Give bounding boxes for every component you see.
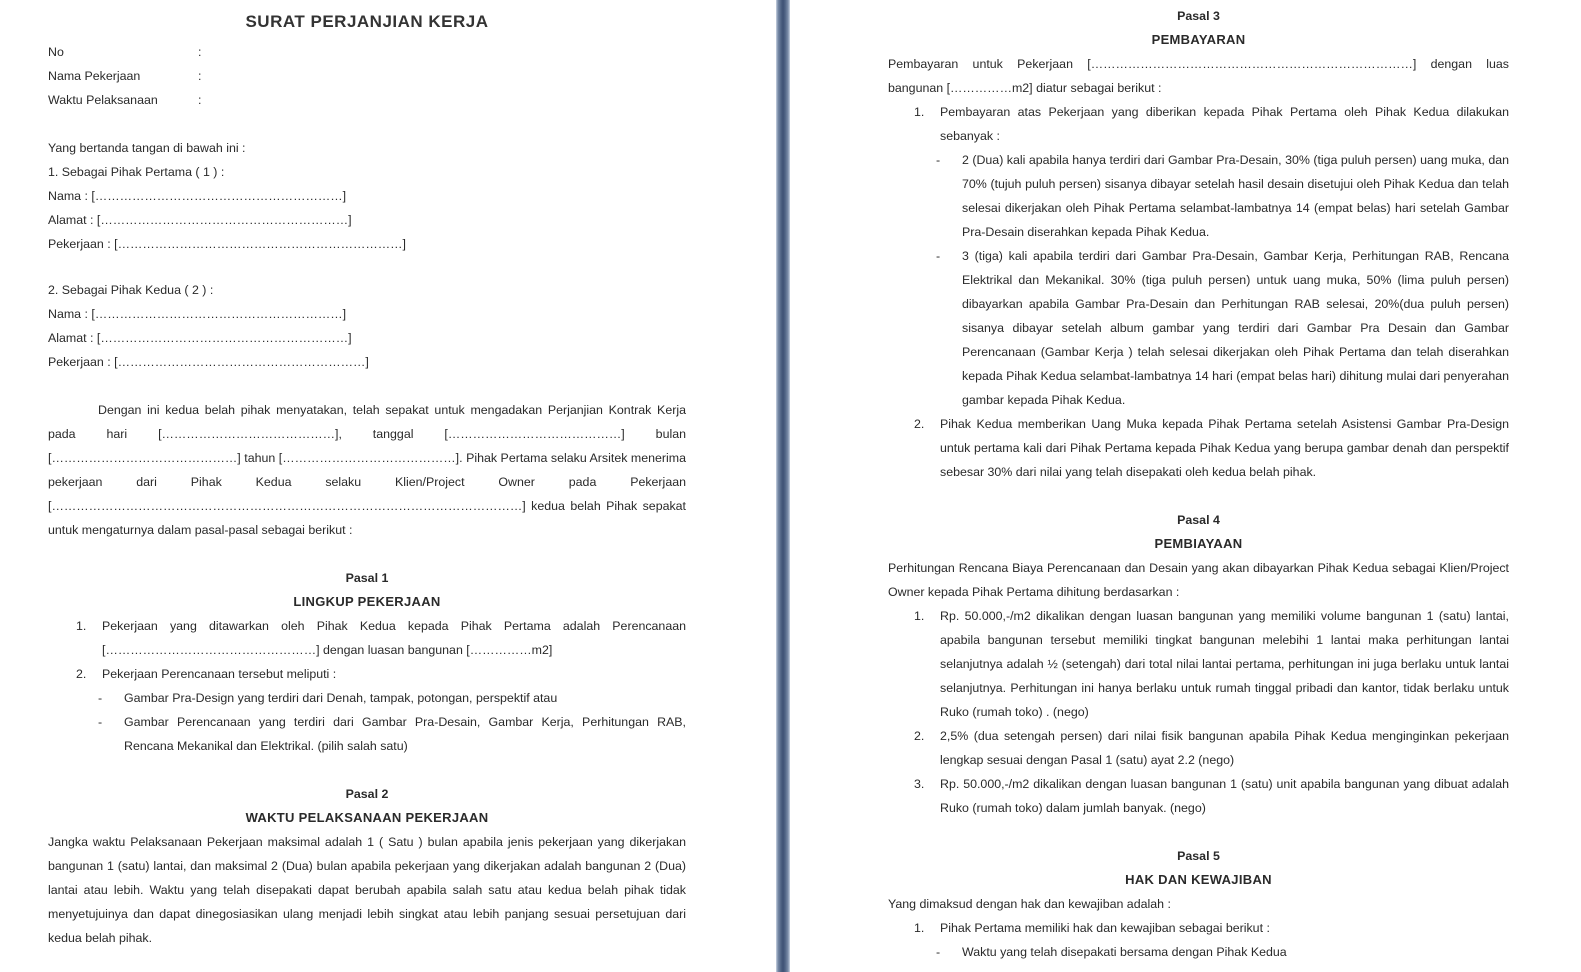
pasal5-number: Pasal 5 bbox=[1177, 849, 1220, 863]
list-number: 2. bbox=[76, 667, 87, 681]
list-text: 2,5% (dua setengah persen) dari nilai fisik bangunan apabila Pihak Kedua menginginkan pekerjaan lengkap sesuai dengan Pasal 1 (satu) ayat 2.2 (nego) bbox=[940, 729, 1509, 767]
list-item bbox=[48, 614, 686, 662]
party1-job-field: Pekerjaan : [……………………………………………………………] bbox=[48, 237, 406, 251]
pasal1-number: Pasal 1 bbox=[345, 571, 389, 585]
info-colon: : bbox=[198, 93, 202, 107]
sub-list-item bbox=[48, 686, 686, 710]
list-text: Rp. 50.000,-/m2 dikalikan dengan luasan bangunan 1 (satu) unit apabila bangunan yang dibuat adalah Ruko (rumah toko) dalam jumlah banyak. (nego) bbox=[940, 777, 1509, 815]
list-item bbox=[888, 412, 1509, 484]
list-text: 3 (tiga) kali apabila terdiri dari Gambar Pra-Desain, Gambar Kerja, Perhitungan RAB, Rencana Elektrikal dan Mekanikal. 30% (tiga puluh persen) untuk uang muka, 50% (lima puluh persen) dibayarkan apabila Gambar Pra-Desain dan Perhitungan RAB selesai, 20%(dua puluh persen) sisanya dibayar setelah album gambar yang terdiri dari Gambar Pra Desain dan Gambar Perencanaan (Gambar Kerja ) telah selesai dikerjakan oleh Pihak Pertama dan telah diserahkan kepada Pihak Kedua selambat-lambatnya 14 hari (empat belas hari) dihitung mulai dari penyerahan gambar kepada Pihak Kedua. bbox=[962, 249, 1509, 407]
party1-address-field: Alamat : [……………………………………………………] bbox=[48, 213, 352, 227]
pasal4-intro: Perhitungan Rencana Biaya Perencanaan dan Desain yang akan dibayarkan Pihak Kedua sebagai Klien/Project Owner kepada Pihak Pertama dihitung berdasarkan : bbox=[888, 561, 1509, 599]
document-page-left bbox=[0, 0, 776, 972]
list-item bbox=[888, 916, 1509, 940]
party2-heading: 2. Sebagai Pihak Kedua ( 2 ) : bbox=[48, 283, 214, 297]
list-dash: - bbox=[936, 945, 941, 959]
sub-list-item bbox=[48, 710, 686, 758]
pasal5-title: HAK DAN KEWAJIBAN bbox=[1125, 872, 1272, 887]
list-text: Gambar Pra-Design yang terdiri dari Denah, tampak, potongan, perspektif atau bbox=[124, 691, 558, 705]
list-text: Gambar Perencanaan yang terdiri dari Gambar Pra-Desain, Gambar Kerja, Perhitungan RAB, Rencana Mekanikal dan Elektrikal. (pilih salah satu) bbox=[124, 715, 686, 753]
info-row-no bbox=[48, 40, 686, 64]
agreement-paragraph: Dengan ini kedua belah pihak menyatakan, telah sepakat untuk mengadakan Perjanjian Kontrak Kerja pada hari [……………………………………], tanggal [……………………………………] bulan [………………………………………] tahun [……………………………………]. Pihak Pertama selaku Arsitek menerima pekerjaan dari Pihak Kedua selaku Klien/Project Owner pada Pekerjaan [……………………………………………………………………………………………………] kedua belah Pihak sepakat untuk mengaturnya dalam pasal-pasal sebagai berikut : bbox=[48, 403, 686, 537]
page-divider bbox=[776, 0, 790, 972]
list-number: 1. bbox=[914, 609, 925, 623]
list-text: Waktu yang telah disepakati bersama dengan Pihak Kedua bbox=[962, 945, 1287, 959]
list-number: 1. bbox=[76, 619, 87, 633]
list-item bbox=[888, 100, 1509, 148]
pasal2-paragraph: Jangka waktu Pelaksanaan Pekerjaan maksimal adalah 1 ( Satu ) bulan apabila jenis pekerjaan yang dikerjakan bangunan 1 (satu) lantai, dan maksimal 2 (Dua) bulan apabila pekerjaan yang dikerjakan adalah bangunan 2 (Dua) lantai atau lebih. Waktu yang telah disepakati dapat berubah apabila salah satu atau kedua belah pihak tidak menyetujuinya dan dapat dinegosiasikan ulang menjadi lebih singkat atau lebih panjang sesuai persetujuan dari kedua belah pihak. bbox=[48, 835, 686, 945]
document-page-right bbox=[790, 0, 1581, 972]
party2-job-field: Pekerjaan : [……………………………………………………] bbox=[48, 355, 369, 369]
list-item bbox=[888, 604, 1509, 724]
sub-list-item bbox=[888, 244, 1509, 412]
document-title: SURAT PERJANJIAN KERJA bbox=[245, 12, 489, 31]
list-text: Rp. 50.000,-/m2 dikalikan dengan luasan bangunan yang memiliki volume bangunan 1 (satu) lantai, apabila bangunan tersebut memiliki tingkat bangunan melebihi 1 lantai maka perhitungan lantai selanjutnya adalah ½ (setengah) dari total nilai lantai pertama, perhitungan ini juga berlaku untuk lantai selanjutnya. Perhitungan ini hanya berlaku untuk rumah tinggal pribadi dan kantor, tidak berlaku untuk Ruko (rumah toko) . (nego) bbox=[940, 609, 1509, 719]
list-dash: - bbox=[98, 715, 103, 729]
list-text: Pihak Kedua memberikan Uang Muka kepada Pihak Pertama setelah Asistensi Gambar Pra-Design untuk pertama kali dari Pihak Pertama kepada Pihak Kedua yang berupa gambar denah dan perspektif sebesar 30% dari nilai yang telah disepakati oleh kedua belah pihak. bbox=[940, 417, 1509, 479]
info-label: Waktu Pelaksanaan bbox=[48, 93, 158, 107]
list-text: Pekerjaan Perencanaan tersebut meliputi : bbox=[102, 667, 337, 681]
list-item bbox=[888, 772, 1509, 820]
list-text: 2 (Dua) kali apabila hanya terdiri dari Gambar Pra-Desain, 30% (tiga puluh persen) uang muka, dan 70% (tujuh puluh persen) sisanya dibayar setelah hasil desain disetujui oleh Pihak Kedua dan telah selesai dikerjakan oleh Pihak Pertama selambat-lambatnya 14 (empat belas) hari setelah Gambar Pra-Desain diserahkan kepada Pihak Kedua. bbox=[962, 153, 1509, 239]
party1-heading: 1. Sebagai Pihak Pertama ( 1 ) : bbox=[48, 165, 225, 179]
pasal3-number: Pasal 3 bbox=[1177, 9, 1220, 23]
list-number: 2. bbox=[914, 417, 925, 431]
pasal2-title: WAKTU PELAKSANAAN PEKERJAAN bbox=[245, 810, 489, 825]
info-label: No bbox=[48, 45, 64, 59]
list-number: 3. bbox=[914, 777, 925, 791]
info-row-nama-pekerjaan bbox=[48, 64, 686, 88]
list-number: 1. bbox=[914, 921, 925, 935]
pasal5-intro: Yang dimaksud dengan hak dan kewajiban adalah : bbox=[888, 897, 1171, 911]
sub-list-item bbox=[888, 940, 1509, 964]
party2-address-field: Alamat : [……………………………………………………] bbox=[48, 331, 352, 345]
pasal4-number: Pasal 4 bbox=[1177, 513, 1220, 527]
pasal1-title: LINGKUP PEKERJAAN bbox=[293, 594, 441, 609]
sub-list-item bbox=[888, 148, 1509, 244]
list-dash: - bbox=[98, 691, 103, 705]
list-text: Pembayaran atas Pekerjaan yang diberikan kepada Pihak Pertama oleh Pihak Kedua dilakukan sebanyak : bbox=[940, 105, 1509, 143]
list-item bbox=[48, 662, 686, 686]
list-number: 1. bbox=[914, 105, 925, 119]
list-item bbox=[888, 724, 1509, 772]
list-number: 2. bbox=[914, 729, 925, 743]
party2-name-field: Nama : [……………………………………………………] bbox=[48, 307, 347, 321]
pasal3-title: PEMBAYARAN bbox=[1151, 32, 1246, 47]
party1-name-field: Nama : [……………………………………………………] bbox=[48, 189, 347, 203]
list-text: Pekerjaan yang ditawarkan oleh Pihak Kedua kepada Pihak Pertama adalah Perencanaan [……………………………………………] dengan luasan bangunan [……………m2] bbox=[102, 619, 686, 657]
list-text: Pihak Pertama memiliki hak dan kewajiban sebagai berikut : bbox=[940, 921, 1270, 935]
pasal4-title: PEMBIAYAAN bbox=[1154, 536, 1243, 551]
info-colon: : bbox=[198, 45, 202, 59]
list-dash: - bbox=[936, 153, 941, 167]
info-label: Nama Pekerjaan bbox=[48, 69, 141, 83]
pasal3-intro: Pembayaran untuk Pekerjaan [……………………………………………………………………] dengan luas bangunan [……………m2] diatur sebagai berikut : bbox=[888, 57, 1509, 95]
info-row-waktu-pelaksanaan bbox=[48, 88, 686, 112]
pasal2-number: Pasal 2 bbox=[345, 787, 389, 801]
list-dash: - bbox=[936, 249, 941, 263]
info-colon: : bbox=[198, 69, 202, 83]
intro-text: Yang bertanda tangan di bawah ini : bbox=[48, 141, 246, 155]
